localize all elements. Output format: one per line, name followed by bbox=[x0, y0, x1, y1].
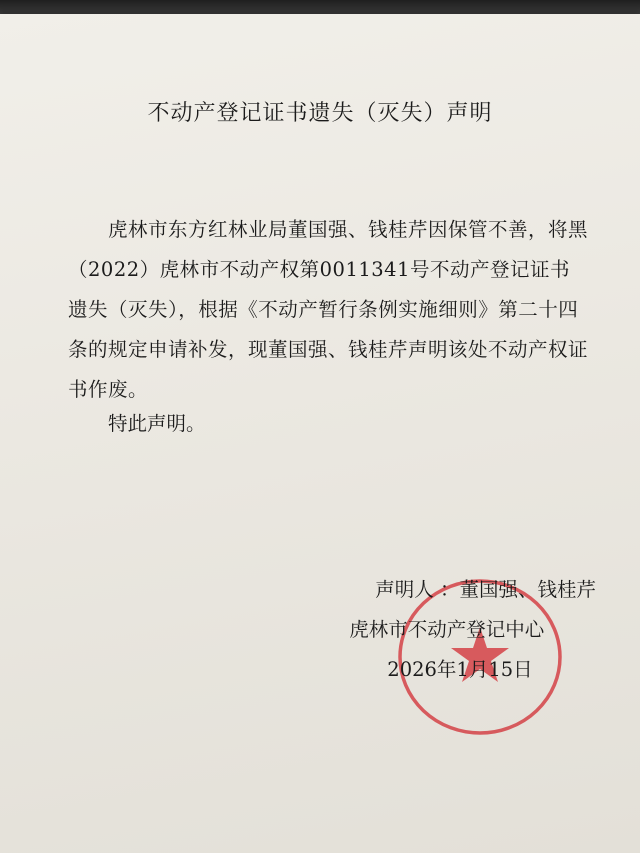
statement-body bbox=[68, 210, 588, 410]
document-title: 不动产登记证书遗失（灭失）声明 bbox=[147, 101, 493, 126]
closing-line: 特此声明。 bbox=[108, 412, 206, 435]
declarant-line: 声明人 ：董国强、钱桂芹 bbox=[375, 578, 596, 601]
statement-paragraph: 虎林市东方红林业局董国强、钱桂芹因保管不善，将黑（2022）虎林市不动产权第0011341号不动产登记证书遗失（灭失），根据《不动产暂行条例实施细则》第二十四条的规定申请补发，现董国强、钱桂芹声明该处不动产权证书作废。 bbox=[68, 218, 589, 401]
signature-block bbox=[349, 570, 596, 690]
date-line: 2026年1月15日 bbox=[387, 658, 533, 681]
organization-line: 虎林市不动产登记中心 bbox=[349, 618, 545, 641]
